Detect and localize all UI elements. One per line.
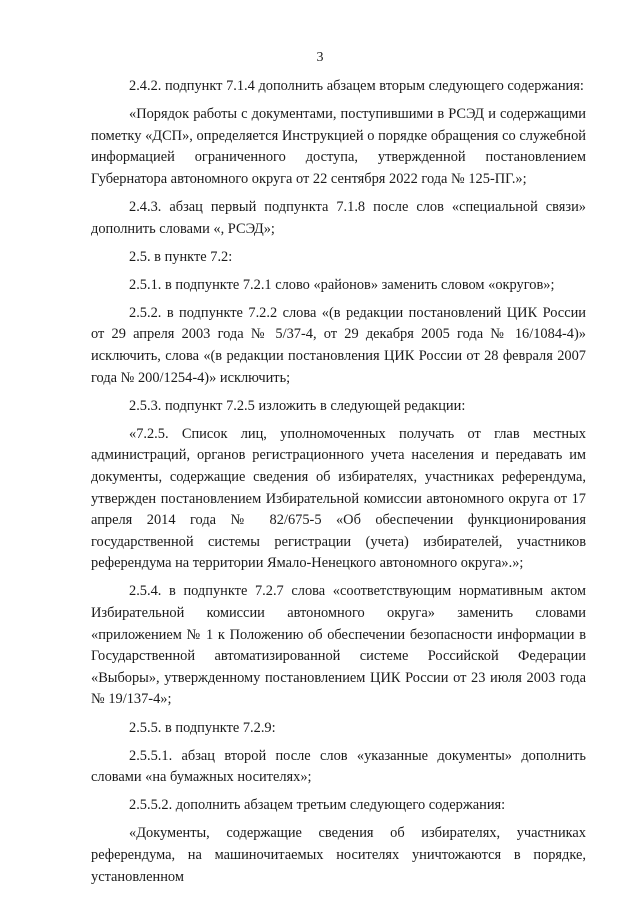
paragraph-quote-dsp: «Порядок работы с документами, поступившими в РСЭД и содержащими пометку «ДСП», определяется Инструкцией о порядке обращения со служебной информацией ограниченного доступа, утвержденной постановлением Губернатора автономного округа от 22 сентября 2022 года № 125-ПГ.»;	[91, 106, 586, 187]
paragraph-2-4-3: 2.4.3. абзац первый подпункта 7.1.8 после слов «специальной связи» дополнить словами «, РСЭД»;	[91, 198, 586, 237]
paragraph-2-5-5: 2.5.5. в подпункте 7.2.9:	[129, 719, 276, 736]
paragraph-2-4-2: 2.4.2. подпункт 7.1.4 дополнить абзацем вторым следующего содержания:	[129, 78, 584, 94]
paragraph-2-5-4: 2.5.4. в подпункте 7.2.7 слова «соответствующим нормативным актом Избирательной комиссии автономного округа» заменить словами «приложением № 1 к Положению об обеспечении безопасности информации в Государственной автоматизированной системе Российской Федерации «Выборы», утвержденному постановлением ЦИК России от 23 июля 2003 года № 19/137-4»;	[91, 583, 586, 708]
document-body	[91, 76, 586, 895]
paragraph-quote-documents: «Документы, содержащие сведения об избирателях, участниках референдума, на машиночитаемых носителях уничтожаются в порядке, установленном	[91, 825, 586, 885]
paragraph-2-5-1: 2.5.1. в подпункте 7.2.1 слово «районов» заменить словом «округов»;	[129, 276, 555, 293]
paragraph-quote-7-2-5: «7.2.5. Список лиц, уполномоченных получать от глав местных администраций, органов регистрационного учета населения и передавать им документы, содержащие сведения об избирателях, участниках референдума, утвержден постановлением Избирательной комиссии автономного округа от 17 апреля 2014 года № 82/675-5 «Об обеспечении функционирования государственной системы регистрации (учета) избирателей, участников референдума на территории Ямало-Ненецкого автономного округа».»;	[91, 425, 586, 572]
paragraph-2-5-5-2: 2.5.5.2. дополнить абзацем третьим следующего содержания:	[129, 797, 506, 814]
paragraph-2-5-3: 2.5.3. подпункт 7.2.5 изложить в следующей редакции:	[129, 397, 466, 414]
paragraph-2-5-5-1: 2.5.5.1. абзац второй после слов «указанные документы» дополнить словами «на бумажных носителях»;	[91, 747, 586, 786]
paragraph-2-5-2: 2.5.2. в подпункте 7.2.2 слова «(в редакции постановлений ЦИК России от 29 апреля 2003 года № 5/37-4, от 29 декабря 2005 года № 16/1084-4)» исключить, слова «(в редакции постановления ЦИК России от 28 февраля 2007 года № 200/1254-4)» исключить;	[91, 304, 586, 386]
paragraph-2-5: 2.5. в пункте 7.2:	[129, 248, 233, 265]
page-number: 3	[316, 50, 324, 65]
